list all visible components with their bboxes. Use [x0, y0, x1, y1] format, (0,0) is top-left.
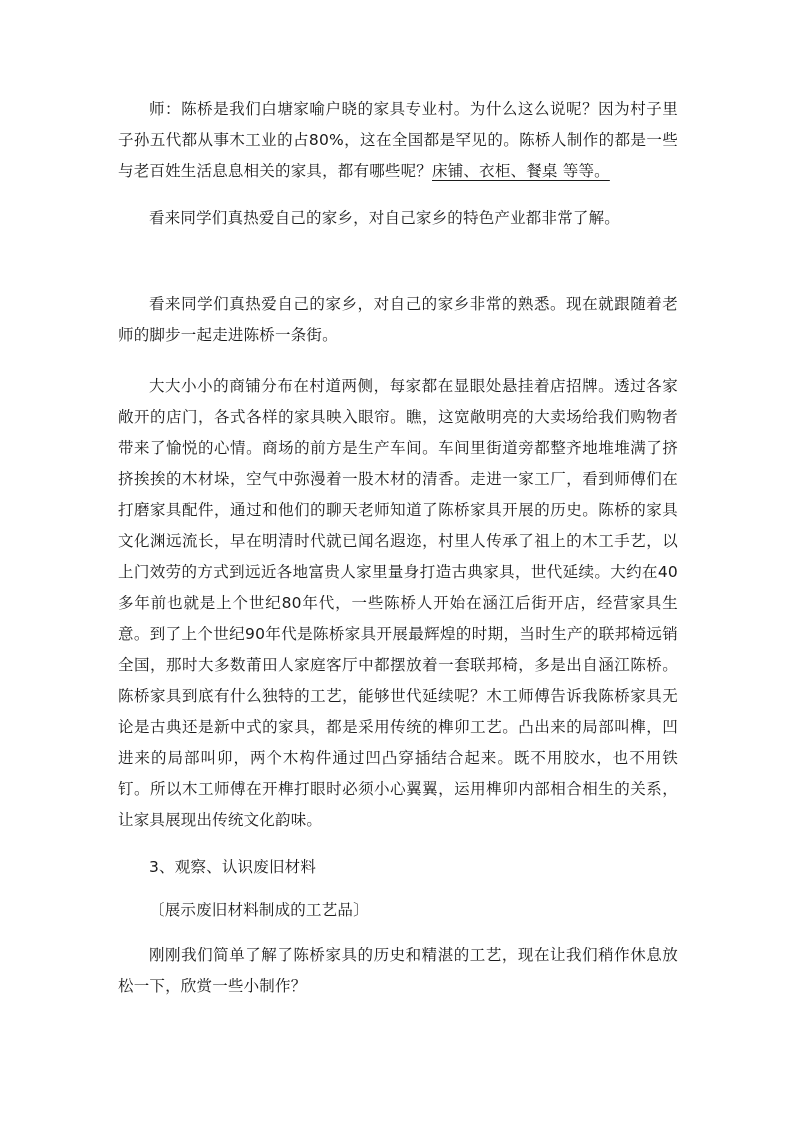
teacher-intro-text: 师：陈桥是我们白塘家喻户晓的家具专业村。为什么这么说呢？因为村子里子孙五代都从事木工业的占80%，这在全国都是罕见的。陈桥人制作的都是一些与老百姓生活息息相关的家具，都有哪些呢？: [118, 100, 678, 180]
paragraph-praise-industry: 看来同学们真热爱自己的家乡，对自己家乡的特色产业都非常了解。: [149, 209, 621, 227]
section-heading-observe-materials: 3、观察、认识废旧材料: [149, 858, 317, 876]
paragraph-chenqiao-street: 大大小小的商铺分布在村道两侧，每家都在显眼处悬挂着店招牌。透过各家敞开的店门，各式各样的家具映入眼帘。瞧，这宽敞明亮的大卖场给我们购物者带来了愉悦的心情。商场的前方是生产车间。车间里街道旁都整齐地堆堆满了挤挤挨挨的木材垛，空气中弥漫着一股木材的清香。走进一家工厂，看到师傅们在打磨家具配件，通过和他们的聊天老师知道了陈桥家具开展的历史。陈桥的家具文化渊远流长，早在明清时代就已闻名遐迩，村里人传承了祖上的木工手艺，以上门效劳的方式到远近各地富贵人家里量身打造古典家具，世代延续。大约在40多年前也就是上个世纪80年代，一些陈桥人开始在涵江后街开店，经营家具生意。到了上个世纪90年代是陈桥家具开展最辉煌的时期，当时生产的联邦椅远销全国，那时大多数莆田人家庭客厅中都摆放着一套联邦椅，多是出自涵江陈桥。陈桥家具到底有什么独特的工艺，能够世代延续呢？木工师傅告诉我陈桥家具无论是古典还是新中式的家具，都是采用传统的榫卯工艺。凸出来的局部叫榫，凹进来的局部叫卯，两个木构件通过凹凸穿插结合起来。既不用胶水，也不用铁钉。所以木工师傅在开榫打眼时必须小心翼翼，运用榫卯内部相合相生的关系，让家具展现出传统文化韵味。: [118, 377, 678, 829]
underlined-answer: 床铺、衣柜、餐桌 等等。: [432, 162, 610, 180]
paragraph-appreciate-works: 刚刚我们简单了解了陈桥家具的历史和精湛的工艺，现在让我们稍作休息放松一下，欣赏一些小制作？: [118, 946, 678, 995]
paragraph-show-crafts: 〔展示废旧材料制成的工艺品〕: [149, 901, 369, 919]
paragraph-teacher-intro: [118, 94, 678, 187]
paragraph-praise-hometown: 看来同学们真热爱自己的家乡，对自己的家乡非常的熟悉。现在就跟随着老师的脚步一起走进陈桥一条街。: [118, 295, 678, 344]
